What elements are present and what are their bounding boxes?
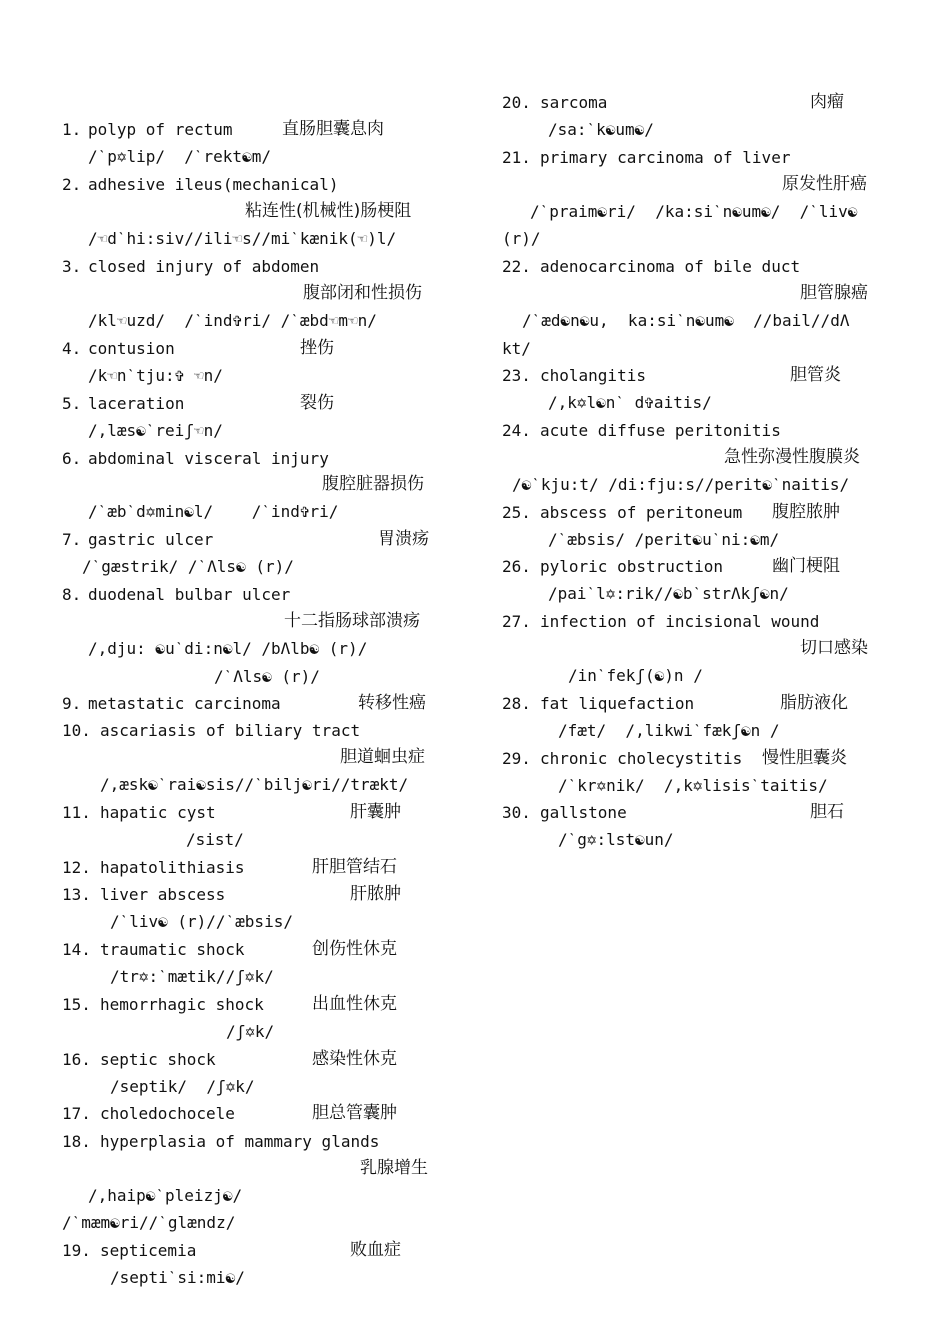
entry-translation: 十二指肠球部溃疡 bbox=[284, 611, 420, 631]
entry-term: polyp of rectum bbox=[88, 120, 233, 139]
entry-term: acute diffuse peritonitis bbox=[540, 421, 781, 440]
entry-term: hyperplasia of mammary glands bbox=[100, 1132, 380, 1151]
entry-number: 21. bbox=[502, 148, 531, 167]
entry-translation: 挫伤 bbox=[300, 338, 334, 358]
entry-translation: 腹腔脏器损伤 bbox=[322, 474, 424, 494]
entry-term: ascariasis of biliary tract bbox=[100, 721, 361, 740]
entry-term: liver abscess bbox=[100, 885, 226, 904]
entry-term: infection of incisional wound bbox=[540, 612, 820, 631]
entry-translation: 脂肪液化 bbox=[780, 693, 848, 713]
entry-translation: 感染性休克 bbox=[312, 1049, 397, 1069]
entry-pronunciation: /ʃ✡k/ bbox=[226, 1022, 275, 1041]
entry-pronunciation: /,dju: ☯uˋdi:n☯l/ /bΛlb☯ (r)/ bbox=[88, 639, 368, 658]
entry-term: duodenal bulbar ulcer bbox=[88, 585, 291, 604]
entry-number: 28. bbox=[502, 694, 531, 713]
entry-pronunciation: /,læs☯ˋreiʃ☜n/ bbox=[88, 421, 223, 440]
entry-term: primary carcinoma of liver bbox=[540, 148, 791, 167]
entry-term: laceration bbox=[88, 394, 185, 413]
entry-term: pyloric obstruction bbox=[540, 557, 724, 576]
entry-term: cholangitis bbox=[540, 366, 646, 385]
entry-number: 22. bbox=[502, 257, 531, 276]
entry-number: 4. bbox=[62, 339, 82, 358]
entry-term: choledochocele bbox=[100, 1104, 235, 1123]
entry-pronunciation: /ˋp✡lip/ /ˋrekt☯m/ bbox=[88, 147, 271, 166]
entry-pronunciation: /ˋΛls☯ (r)/ bbox=[214, 667, 320, 686]
entry-pronunciation: /k☜nˋtju:✞ ☜n/ bbox=[88, 366, 223, 385]
entry-pronunciation: /tr✡:ˋmætik//ʃ✡k/ bbox=[110, 967, 274, 986]
entry-pronunciation: /sist/ bbox=[186, 830, 244, 849]
entry-translation: 肝囊肿 bbox=[350, 802, 401, 822]
entry-pronunciation: (r)/ bbox=[502, 229, 541, 248]
entry-number: 20. bbox=[502, 93, 531, 112]
entry-pronunciation: /ˋg✡:lst☯un/ bbox=[558, 830, 674, 849]
entry-translation: 肉瘤 bbox=[810, 92, 844, 112]
entry-translation: 胆道蛔虫症 bbox=[340, 747, 425, 767]
entry-term: septicemia bbox=[100, 1241, 197, 1260]
entry-number: 7. bbox=[62, 530, 82, 549]
entry-pronunciation: /septiˋsi:mi☯/ bbox=[110, 1268, 245, 1287]
entry-translation: 慢性胆囊炎 bbox=[762, 748, 847, 768]
entry-translation: 粘连性(机械性)肠梗阻 bbox=[245, 201, 412, 221]
entry-number: 30. bbox=[502, 803, 531, 822]
entry-number: 3. bbox=[62, 257, 82, 276]
entry-term: hapatolithiasis bbox=[100, 858, 245, 877]
entry-term: abscess of peritoneum bbox=[540, 503, 743, 522]
entry-translation: 裂伤 bbox=[300, 393, 334, 413]
entry-number: 18. bbox=[62, 1132, 91, 1151]
entry-translation: 幽门梗阻 bbox=[772, 556, 840, 576]
entry-translation: 急性弥漫性腹膜炎 bbox=[724, 447, 860, 467]
entry-translation: 胆管腺癌 bbox=[800, 283, 868, 303]
entry-term: gastric ulcer bbox=[88, 530, 214, 549]
entry-term: gallstone bbox=[540, 803, 627, 822]
entry-term: fat liquefaction bbox=[540, 694, 695, 713]
entry-pronunciation: /ˋkr✡nik/ /,k✡lisisˋtaitis/ bbox=[558, 776, 828, 795]
entry-number: 15. bbox=[62, 995, 91, 1014]
entry-translation: 乳腺增生 bbox=[360, 1158, 428, 1178]
entry-term: abdominal visceral injury bbox=[88, 449, 329, 468]
entry-pronunciation: /,haip☯ˋpleizj☯/ bbox=[88, 1186, 243, 1205]
entry-translation: 肝脓肿 bbox=[350, 884, 401, 904]
entry-number: 26. bbox=[502, 557, 531, 576]
entry-term: adenocarcinoma of bile duct bbox=[540, 257, 801, 276]
entry-translation: 胆总管囊肿 bbox=[312, 1103, 397, 1123]
entry-number: 5. bbox=[62, 394, 82, 413]
entry-number: 1. bbox=[62, 120, 82, 139]
entry-number: 11. bbox=[62, 803, 91, 822]
entry-number: 25. bbox=[502, 503, 531, 522]
entry-term: traumatic shock bbox=[100, 940, 245, 959]
entry-translation: 肝胆管结石 bbox=[312, 857, 397, 877]
entry-translation: 胃溃疡 bbox=[378, 529, 429, 549]
entry-translation: 切口感染 bbox=[800, 638, 868, 658]
entry-pronunciation: kt/ bbox=[502, 339, 531, 358]
entry-translation: 出血性休克 bbox=[312, 994, 397, 1014]
entry-term: chronic cholecystitis bbox=[540, 749, 743, 768]
entry-term: closed injury of abdomen bbox=[88, 257, 320, 276]
entry-translation: 胆管炎 bbox=[790, 365, 841, 385]
entry-number: 8. bbox=[62, 585, 82, 604]
entry-number: 10. bbox=[62, 721, 91, 740]
entry-term: metastatic carcinoma bbox=[88, 694, 281, 713]
entry-number: 29. bbox=[502, 749, 531, 768]
entry-term: hemorrhagic shock bbox=[100, 995, 264, 1014]
entry-number: 9. bbox=[62, 694, 82, 713]
entry-number: 24. bbox=[502, 421, 531, 440]
entry-pronunciation: /ˋpraim☯ri/ /ka:siˋn☯um☯/ /ˋliv☯ bbox=[530, 202, 858, 221]
entry-pronunciation: /☜dˋhi:siv//ili☜s//miˋkænik(☜)l/ bbox=[88, 229, 397, 248]
entry-term: sarcoma bbox=[540, 93, 608, 112]
entry-translation: 败血症 bbox=[350, 1240, 401, 1260]
entry-pronunciation: /paiˋl✡:rik//☯bˋstrΛkʃ☯n/ bbox=[548, 584, 789, 603]
entry-number: 23. bbox=[502, 366, 531, 385]
entry-pronunciation: /ˋæd☯n☯u, ka:siˋn☯um☯ //bail//dΛ bbox=[522, 311, 850, 330]
entry-translation: 直肠胆囊息肉 bbox=[282, 119, 384, 139]
entry-pronunciation: /ˋliv☯ (r)//ˋæbsis/ bbox=[110, 912, 293, 931]
entry-term: adhesive ileus(mechanical) bbox=[88, 175, 339, 194]
entry-term: contusion bbox=[88, 339, 175, 358]
entry-pronunciation: /septik/ /ʃ✡k/ bbox=[110, 1077, 255, 1096]
entry-translation: 转移性癌 bbox=[358, 693, 426, 713]
entry-translation: 原发性肝癌 bbox=[782, 174, 867, 194]
entry-term: septic shock bbox=[100, 1050, 216, 1069]
entry-number: 6. bbox=[62, 449, 82, 468]
entry-pronunciation: /fæt/ /,likwiˋfækʃ☯n / bbox=[558, 721, 780, 740]
entry-pronunciation: /sa:ˋk☯um☯/ bbox=[548, 120, 654, 139]
entry-translation: 腹腔脓肿 bbox=[772, 502, 840, 522]
entry-number: 2. bbox=[62, 175, 82, 194]
entry-number: 27. bbox=[502, 612, 531, 631]
entry-number: 12. bbox=[62, 858, 91, 877]
entry-pronunciation: /ˋæbˋd✡min☯l/ /ˋind✞ri/ bbox=[88, 502, 339, 521]
entry-pronunciation: /ˋmæm☯ri//ˋglændz/ bbox=[62, 1213, 236, 1232]
entry-pronunciation: /☯ˋkju:t/ /di:fju:s//perit☯ˋnaitis/ bbox=[512, 475, 850, 494]
entry-term: hapatic cyst bbox=[100, 803, 216, 822]
entry-pronunciation: /,k✡l☯nˋ d✞aitis/ bbox=[548, 393, 712, 412]
entry-number: 14. bbox=[62, 940, 91, 959]
entry-number: 17. bbox=[62, 1104, 91, 1123]
entry-translation: 腹部闭和性损伤 bbox=[303, 283, 422, 303]
entry-number: 16. bbox=[62, 1050, 91, 1069]
entry-pronunciation: /ˋæbsis/ /perit☯uˋni:☯m/ bbox=[548, 530, 780, 549]
entry-pronunciation: /kl☜uzd/ /ˋind✞ri/ /ˋæbd☜m☜n/ bbox=[88, 311, 377, 330]
entry-translation: 胆石 bbox=[810, 802, 844, 822]
entry-number: 13. bbox=[62, 885, 91, 904]
entry-pronunciation: /ˋgæstrik/ /ˋΛls☯ (r)/ bbox=[82, 557, 294, 576]
entry-pronunciation: /inˋfekʃ(☯)n / bbox=[568, 666, 703, 685]
entry-translation: 创伤性休克 bbox=[312, 939, 397, 959]
entry-number: 19. bbox=[62, 1241, 91, 1260]
entry-pronunciation: /,æsk☯ˋrai☯sis//ˋbilj☯ri//trækt/ bbox=[100, 775, 409, 794]
